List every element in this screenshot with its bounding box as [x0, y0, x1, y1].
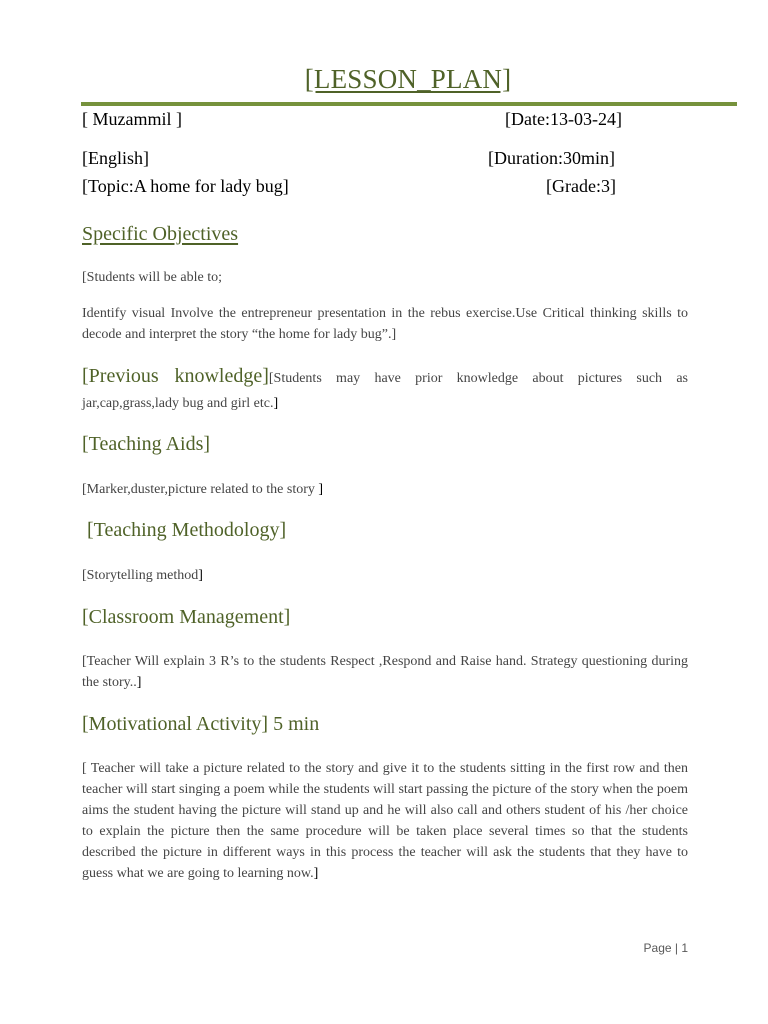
- previous-knowledge-paragraph: [82, 364, 688, 416]
- teaching-aids-text: [Marker,duster,picture related to the story: [82, 482, 319, 497]
- teaching-aids-paragraph: [82, 479, 688, 500]
- objectives-heading: Specific Objectives: [82, 223, 239, 245]
- previous-knowledge-heading: [Previous knowledge]: [82, 365, 269, 387]
- lesson-topic: [Topic:A home for lady bug]: [82, 176, 289, 196]
- methodology-paragraph: [82, 565, 688, 586]
- lesson-duration: [Duration:30min]: [488, 148, 615, 168]
- teaching-aids-close: ]: [318, 482, 324, 497]
- motivational-close: ]: [313, 866, 319, 881]
- motivational-paragraph: [82, 758, 688, 884]
- classroom-heading: [Classroom Management]: [82, 606, 291, 628]
- methodology-close: ]: [198, 568, 203, 583]
- objectives-text: Identify visual Involve the entrepreneur presentation in the rebus exercise.Use Critical thinking skills to decode and interpret the story “the home for lady bug”.]: [82, 306, 688, 342]
- previous-knowledge-text: [Students may have prior knowledge about pictures such as jar,cap,grass,lady bug and girl etc.: [82, 371, 689, 411]
- title-divider: [81, 102, 737, 106]
- methodology-heading: [Teaching Methodology]: [82, 519, 287, 541]
- motivational-text: [ Teacher will take a picture related to the story and give it to the students sitting in the first row and then teacher will start singing a poem while the students will start passing the picture of the story when the poem aims the student having the picture will stand up and he will also call and others student of his /her choice to explain the picture then the same procedure will be taken place several times so that the students described the picture in different ways in this process the teacher will ask the students that they have to guess what we are going to learning now.: [82, 761, 688, 881]
- page-number: Page | 1: [643, 941, 688, 955]
- objectives-intro: [Students will be able to;: [82, 270, 222, 285]
- classroom-paragraph: [82, 651, 688, 693]
- teaching-aids-heading: [Teaching Aids]: [82, 433, 211, 455]
- motivational-heading: [Motivational Activity] 5 min: [82, 713, 320, 735]
- classroom-close: ]: [136, 675, 142, 690]
- classroom-text: [Teacher Will explain 3 R’s to the students Respect ,Respond and Raise hand. Strategy questioning during the story..: [82, 654, 688, 690]
- teacher-name: [ Muzammil ]: [82, 109, 182, 129]
- page-title: [LESSON_PLAN]: [304, 64, 512, 94]
- previous-knowledge-close: ]: [273, 396, 279, 411]
- lesson-subject: [English]: [82, 148, 149, 168]
- lesson-date: [Date:13-03-24]: [505, 109, 622, 129]
- lesson-grade: [Grade:3]: [546, 176, 616, 196]
- methodology-text: [Storytelling method: [82, 568, 199, 583]
